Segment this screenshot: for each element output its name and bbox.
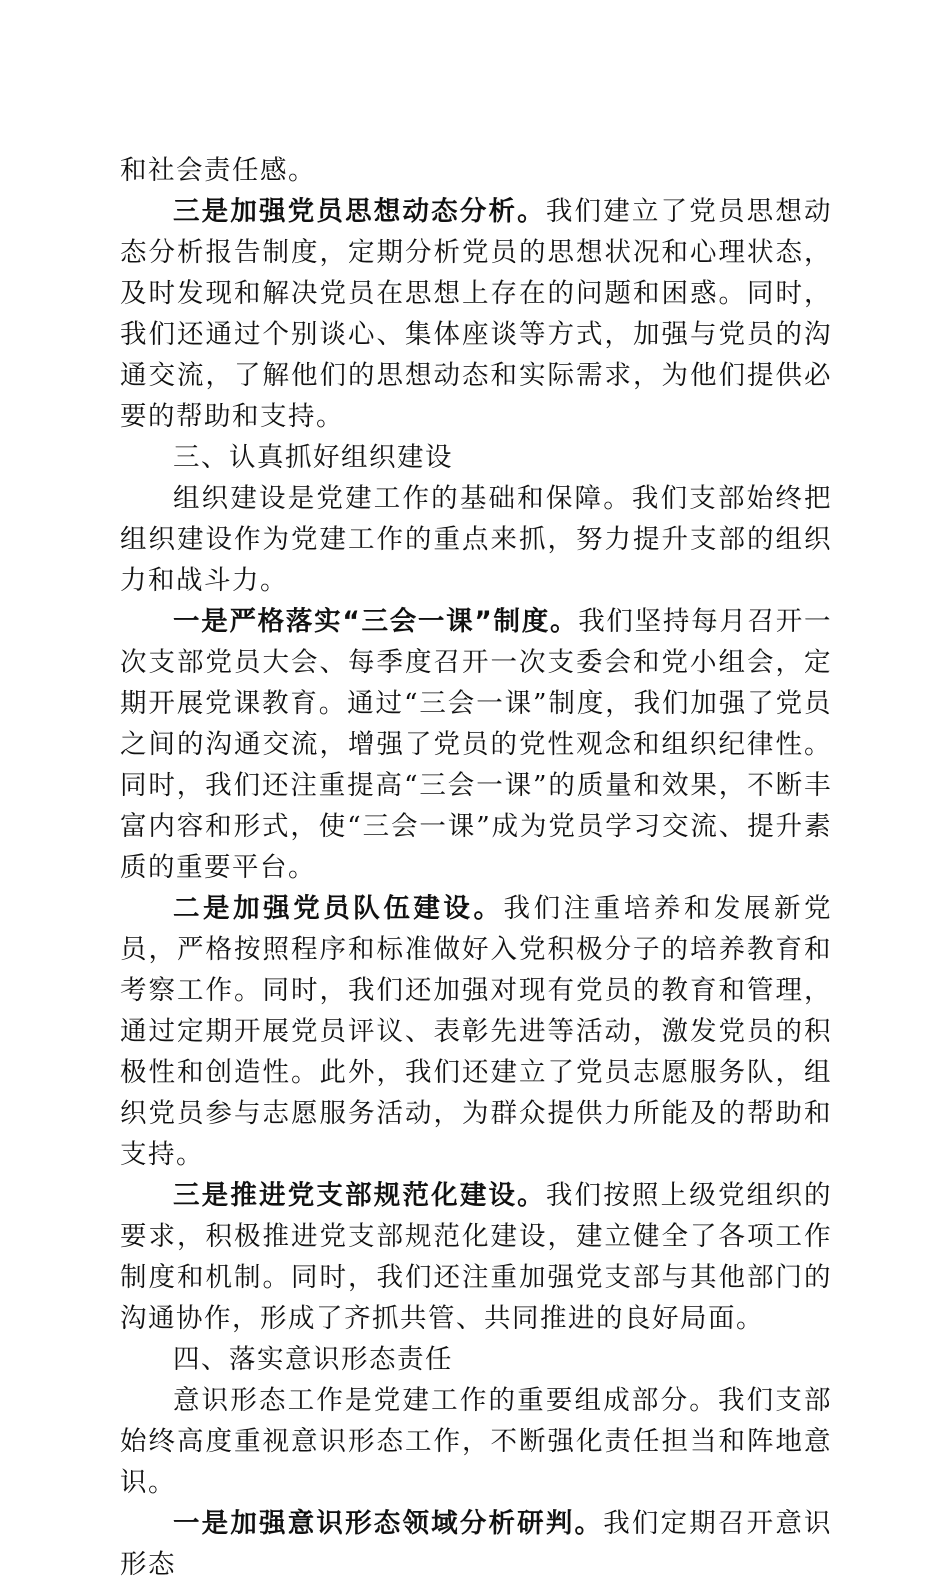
paragraph-three-meetings — [120, 601, 832, 888]
section-heading-organization: 三、认真抓好组织建设 — [173, 442, 453, 473]
paragraph-text: 我们注重培养和发展新党员，严格按照程序和标准做好入党积极分子的培养教育和考察工作。同时，我们还加强对现有党员的教育和管理，通过定期开展党员评议、表彰先进等活动，激发党员的积极性和创造性。此外，我们还建立了党员志愿服务队，组织党员参与志愿服务活动，为群众提供力所能及的帮助和支持。 — [120, 893, 833, 1170]
paragraph-text: 我们坚持每月召开一次支部党员大会、每季度召开一次支委会和党小组会，定期开展党课教育。通过“三会一课”制度，我们加强了党员之间的沟通交流，增强了党员的党性观念和组织纪律性。同时，我们还注重提高“三会一课”的质量和效果，不断丰富内容和形式，使“三会一课”成为党员学习交流、提升素质的重要平台。 — [120, 606, 832, 883]
paragraph-lead: 一是严格落实“三会一课”制度。 — [173, 606, 579, 637]
paragraph-continued — [120, 150, 832, 191]
paragraph-text: 组织建设是党建工作的基础和保障。我们支部始终把组织建设作为党建工作的重点来抓，努力提升支部的组织力和战斗力。 — [120, 483, 832, 596]
paragraph-ideology-intro — [120, 1380, 832, 1503]
paragraph-text: 意识形态工作是党建工作的重要组成部分。我们支部始终高度重视意识形态工作，不断强化责任担当和阵地意识。 — [120, 1385, 832, 1498]
paragraph-lead: 三是加强党员思想动态分析。 — [173, 196, 546, 227]
section-heading-ideology: 四、落实意识形态责任 — [173, 1344, 453, 1375]
paragraph-member-team — [120, 888, 832, 1175]
paragraph-lead: 二是加强党员队伍建设。 — [173, 893, 504, 924]
paragraph-text: 我们定期召开意识形态 — [120, 1508, 833, 1580]
document-page — [120, 150, 832, 1585]
paragraph-lead: 一是加强意识形态领域分析研判。 — [173, 1508, 604, 1539]
paragraph-thought-analysis — [120, 191, 832, 437]
paragraph-text: 我们建立了党员思想动态分析报告制度，定期分析党员的思想状况和心理状态，及时发现和解决党员在思想上存在的问题和困惑。同时，我们还通过个别谈心、集体座谈等方式，加强与党员的沟通交流，了解他们的思想动态和实际需求，为他们提供必要的帮助和支持。 — [120, 196, 833, 432]
paragraph-text: 和社会责任感。 — [120, 155, 316, 186]
paragraph-organization-intro — [120, 478, 832, 601]
paragraph-ideology-analysis — [120, 1503, 832, 1585]
paragraph-text: 我们按照上级党组织的要求，积极推进党支部规范化建设，建立健全了各项工作制度和机制。同时，我们还注重加强党支部与其他部门的沟通协作，形成了齐抓共管、共同推进的良好局面。 — [120, 1180, 833, 1334]
paragraph-lead: 三是推进党支部规范化建设。 — [173, 1180, 546, 1211]
paragraph-standardization — [120, 1175, 832, 1339]
